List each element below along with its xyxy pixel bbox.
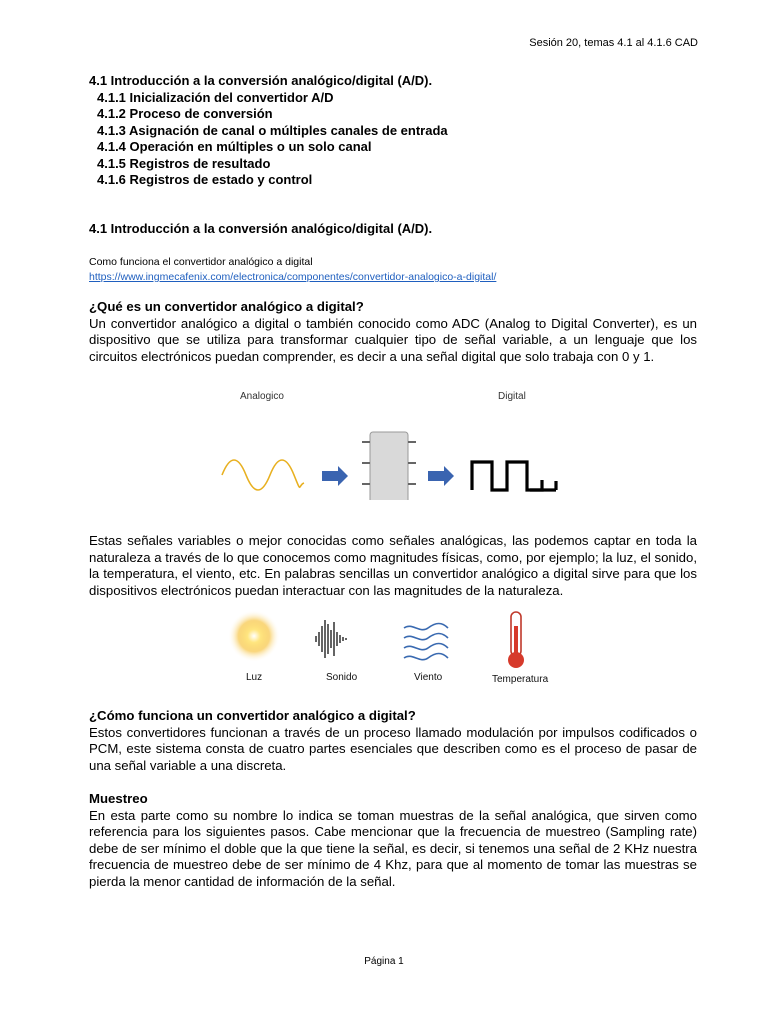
muestreo-text: En esta parte como su nombre lo indica se toman muestras de la señal analógica, que sirven como referencia para los siguientes pasos. Cabe mencionar que la frecuencia de muestreo (Sampling rate) debe de ser mínimo el doble que la que tiene la señal, es decir, si tenemos una señal de 2 KHz nuestra frecuencia de muestreo debe de ser mínimo de 4 Khz, para que al momento de tomar las muestras se pierda la menor cantidad de información de la señal. [89, 807, 697, 889]
paragraph-magnitudes: Estas señales variables o mejor conocidas como señales analógicas, las podemos captar en toda la naturaleza a través de lo que conocemos como magnitudes físicas, como, por ejemplo; la luz, el sonido, la temperatura, el viento, etc. En palabras sencillas un convertidor analógico a digital sirve para que los dispositivos electrónicos puedan interactuar con las magnitudes de la naturaleza. [89, 533, 697, 598]
arrow-icon [428, 466, 454, 486]
toc-item: 4.1.1 Inicialización del convertidor A/D [97, 89, 334, 105]
adc-diagram [200, 385, 580, 500]
q2-block [89, 708, 697, 774]
toc-main: 4.1 Introducción a la conversión analógico/digital (A/D). [89, 73, 433, 88]
q1-text: Un convertidor analógico a digital o también conocido como ADC (Analog to Digital Converter), es un dispositivo que se utiliza para transformar cualquier tipo de señal variable, a un lenguaje que los circuitos electrónicos puedan comprender, es decir a una señal digital que solo trabaja con 0 y 1. [89, 315, 697, 364]
page-footer: Página 1 [364, 956, 404, 967]
light-icon [228, 610, 280, 662]
toc-item: 4.1.2 Proceso de conversión [97, 106, 273, 121]
analog-wave-icon [222, 460, 304, 490]
q2-heading: ¿Cómo funciona un convertidor analógico a digital? [89, 708, 416, 723]
thermometer-icon [508, 612, 524, 668]
toc-item: 4.1.5 Registros de resultado [97, 155, 271, 171]
magnitudes-figure [228, 608, 558, 688]
label-sound: Sonido [326, 672, 358, 683]
sound-wave-icon [316, 620, 346, 658]
q2-text: Estos convertidores funcionan a través de un proceso llamado modulación por impulsos codificados o PCM, este sistema consta de cuatro partes esenciales que describen como es el proceso de pasar de una señal variable a una discreta. [89, 724, 697, 773]
toc-item: 4.1.6 Registros de estado y control [97, 172, 313, 187]
q1-block [89, 299, 697, 365]
label-analog: Analogico [240, 391, 284, 402]
label-temperature: Temperatura [492, 674, 549, 685]
digital-wave-icon [472, 462, 542, 490]
page-header: Sesión 20, temas 4.1 al 4.1.6 CAD [529, 37, 698, 49]
q1-heading: ¿Qué es un convertidor analógico a digital? [89, 299, 364, 314]
adc-chip-icon [362, 432, 416, 500]
muestreo-block [89, 791, 697, 891]
toc-item: 4.1.3 Asignación de canal o múltiples canales de entrada [97, 122, 448, 138]
label-digital: Digital [498, 391, 526, 402]
toc-item: 4.1.4 Operación en múltiples o un solo canal [97, 139, 372, 154]
arrow-icon [322, 466, 348, 486]
reference [89, 255, 496, 285]
table-of-contents [89, 73, 448, 189]
section-title: 4.1 Introducción a la conversión analógico/digital (A/D). [89, 221, 433, 236]
muestreo-heading: Muestreo [89, 791, 148, 806]
label-wind: Viento [414, 672, 443, 683]
reference-title: Como funciona el convertidor analógico a digital [89, 256, 313, 268]
label-light: Luz [246, 672, 263, 683]
reference-link[interactable]: https://www.ingmecafenix.com/electronica/componentes/convertidor-analogico-a-digital/ [89, 271, 497, 283]
wind-icon [404, 624, 448, 660]
